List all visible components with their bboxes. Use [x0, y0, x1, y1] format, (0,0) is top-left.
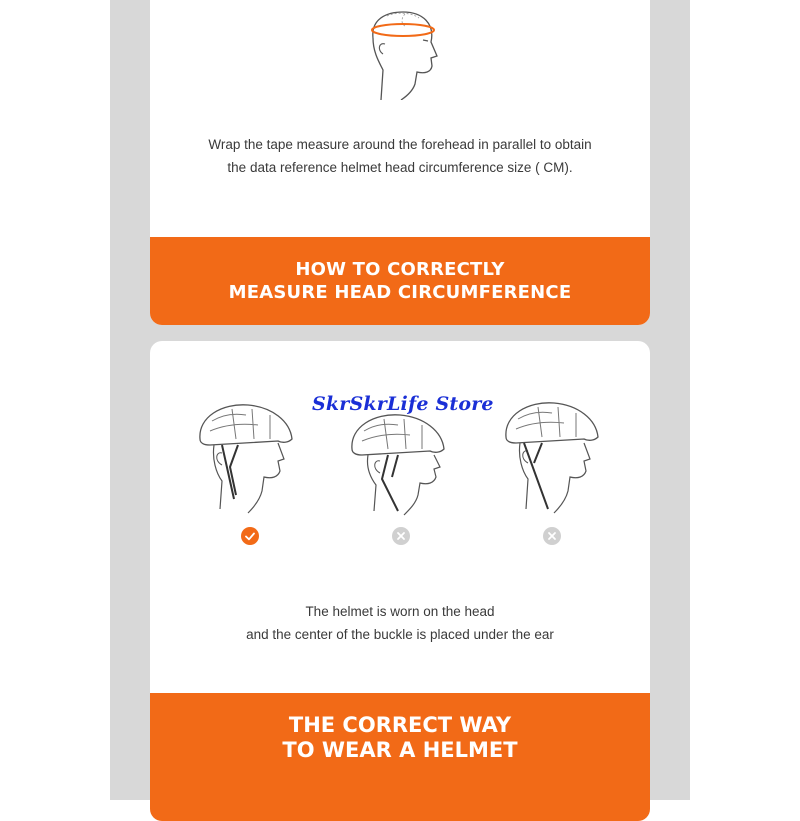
head-measure-illustration [365, 0, 445, 100]
measure-banner-line2: MEASURE HEAD CIRCUMFERENCE [228, 282, 572, 303]
cross-icon [392, 527, 410, 545]
helmet-correct-illustration [192, 399, 302, 519]
wear-banner-line2: TO WEAR A HELMET [282, 738, 518, 762]
wear-caption-line2: and the center of the buckle is placed under the ear [246, 627, 554, 642]
check-icon [241, 527, 259, 545]
helmet-wrong-illustration-2 [498, 399, 608, 519]
cross-icon [543, 527, 561, 545]
measure-banner [150, 237, 650, 325]
measure-instruction-line2: the data reference helmet head circumference size ( CM). [227, 160, 573, 175]
store-watermark: SkrSkrLife Store [312, 393, 494, 415]
measure-card [150, 0, 650, 325]
wear-banner-line1: THE CORRECT WAY [288, 713, 512, 737]
measure-instruction [150, 133, 650, 179]
wear-caption-line1: The helmet is worn on the head [305, 604, 495, 619]
helmet-wrong-illustration-1 [346, 399, 456, 519]
measure-banner-line1: HOW TO CORRECTLY [295, 259, 505, 280]
wear-caption [150, 600, 650, 646]
wear-banner [150, 693, 650, 821]
measure-instruction-line1: Wrap the tape measure around the forehead in parallel to obtain [208, 137, 592, 152]
